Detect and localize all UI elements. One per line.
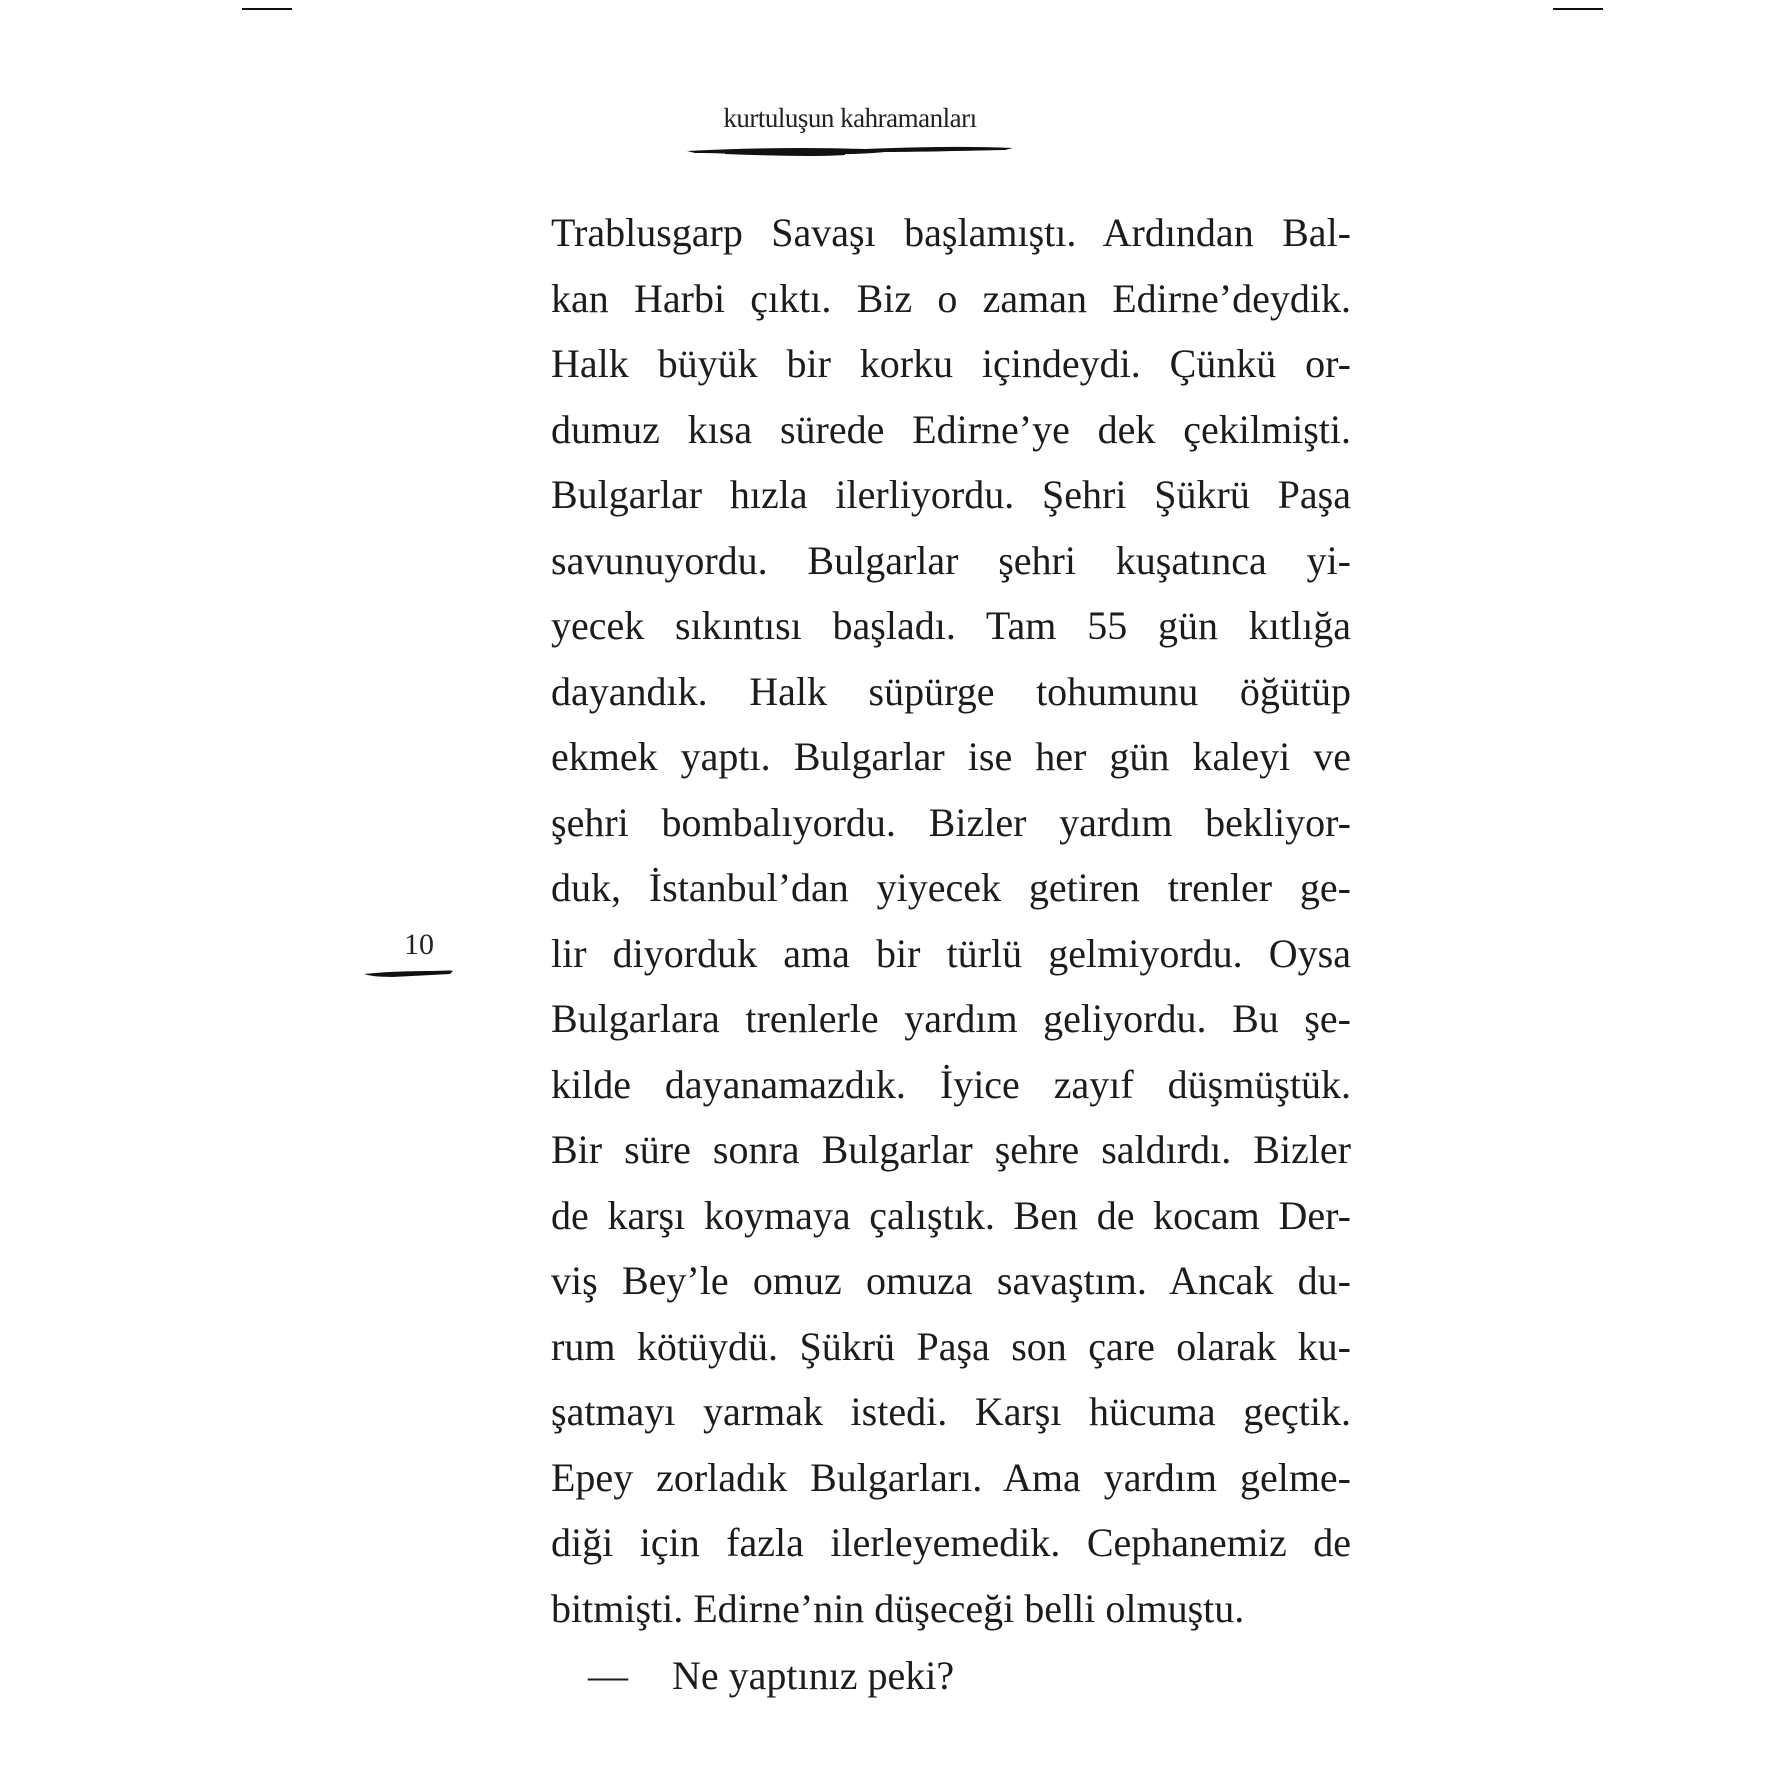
text-line: yecek sıkıntısı başladı. Tam 55 gün kıtlığa [551,603,1351,648]
text-line: dayandık. Halk süpürge tohumunu öğütüp [551,668,1351,714]
running-header-title: kurtuluşun kahramanları [723,103,977,133]
text-line: Trablusgarp Savaşı başlamıştı. Ardından Bal- [551,210,1351,255]
text-line: dumuz kısa sürede Edirne’ye dek çekilmişti. [551,406,1351,452]
text-line: viş Bey’le omuz omuza savaştım. Ancak du- [551,1258,1351,1303]
dialogue-text: Ne yaptınız peki? [672,1653,955,1698]
text-line: şehri bombalıyordu. Bizler yardım bekliyor- [551,799,1351,845]
text-line: kilde dayanamazdık. İyice zayıf düşmüştük. [551,1061,1351,1107]
crop-mark-right [1553,8,1603,10]
text-line: duk, İstanbul’dan yiyecek getiren trenler ge- [551,865,1351,910]
crop-mark-left [242,8,292,10]
text-line: ekmek yaptı. Bulgarlar ise her gün kaleyi ve [551,734,1351,779]
text-line: şatmayı yarmak istedi. Karşı hücuma geçtik. [551,1389,1351,1434]
body-text [551,200,1351,1641]
page-number: 10 [404,928,434,961]
text-line: bitmişti. Edirne’nin düşeceği belli olmuştu. [551,1585,1245,1631]
text-line: rum kötüydü. Şükrü Paşa son çare olarak ku- [551,1323,1351,1369]
text-line: Halk büyük bir korku içindeydi. Çünkü or- [551,341,1351,386]
page-number-block [362,930,462,980]
dialogue-line [588,1643,954,1708]
text-line: diği için fazla ilerleyemedik. Cephanemiz de [551,1520,1351,1565]
dialogue-dash: — [588,1653,628,1698]
text-line: Bulgarlara trenlerle yardım geliyordu. Bu şe- [551,996,1351,1041]
text-line: Bir süre sonra Bulgarlar şehre saldırdı. Bizler [551,1127,1351,1172]
text-line: kan Harbi çıktı. Biz o zaman Edirne’deydik. [551,275,1351,321]
text-line: de karşı koymaya çalıştık. Ben de kocam Der- [551,1192,1351,1238]
text-line: Bulgarlar hızla ilerliyordu. Şehri Şükrü Paşa [551,472,1351,517]
header-brush-stroke [685,142,1015,158]
page-number-brush-stroke [362,966,454,980]
text-line: lir diyorduk ama bir türlü gelmiyordu. Oysa [551,930,1351,976]
text-line: savunuyordu. Bulgarlar şehri kuşatınca yi- [551,537,1351,583]
running-header [500,105,1200,158]
text-line: Epey zorladık Bulgarları. Ama yardım gelme- [551,1454,1351,1500]
